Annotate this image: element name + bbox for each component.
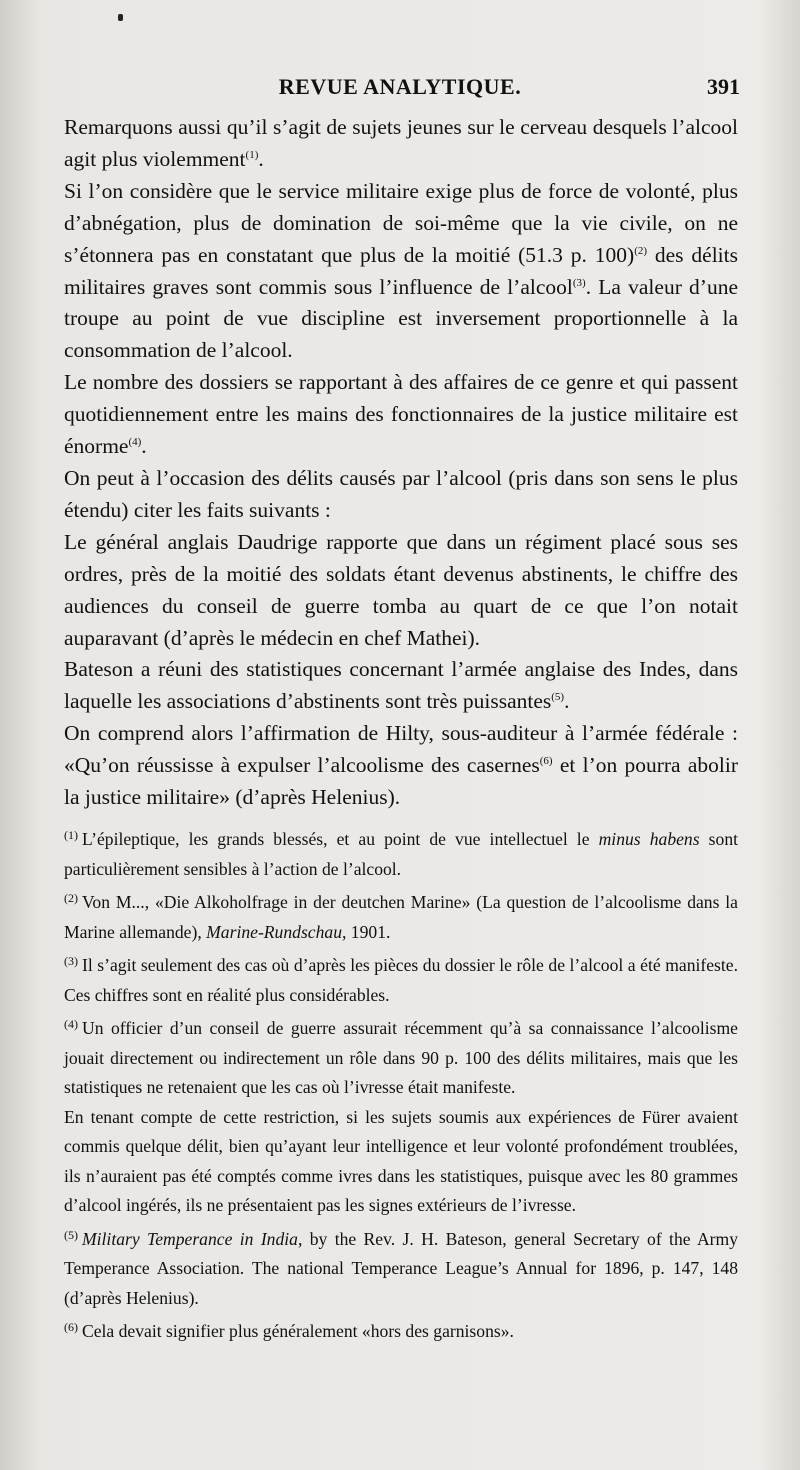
footnote-ref: (6) bbox=[539, 755, 553, 768]
footnote-text: Von M..., «Die Alkoholfrage in der deutchen Marine» (La question de l’alcoolisme dans la Marine allemande), bbox=[64, 892, 738, 942]
paragraph-text: Bateson a réuni des statistiques concernant l’armée anglaise des Indes, dans laquelle les associations d’abstinents sont très puissantes bbox=[64, 657, 738, 714]
footnote bbox=[64, 947, 738, 1010]
footnote bbox=[64, 1221, 738, 1314]
footnote-italic: Military Temperance in India bbox=[82, 1228, 298, 1249]
paragraph bbox=[64, 112, 738, 176]
paragraph-text: Le nombre des dossiers se rapportant à des affaires de ce genre et qui passent quotidiennement entre les mains des fonctionnaires de la justice militaire est énorme bbox=[64, 370, 738, 459]
paragraph-text: On comprend alors l’affirmation de Hilty, sous-auditeur à l’armée fédérale : «Qu’on réussisse à expulser l’alcoolisme des casernes bbox=[64, 721, 738, 778]
footnote-ref: (3) bbox=[572, 276, 586, 289]
footnote bbox=[64, 821, 738, 884]
footnote-mark: (2) bbox=[64, 891, 78, 905]
footnote-text: sont particulièrement sensibles à l’action de l’alcool. bbox=[64, 829, 738, 879]
running-header bbox=[60, 74, 740, 104]
paragraph-text: . bbox=[564, 689, 570, 714]
footnote-text: En tenant compte de cette restriction, si les sujets soumis aux expériences de Fürer avaient commis quelque délit, bien qu’ayant leur intelligence et leur volonté profondément troublées, ils n’auraient pas été comptés comme ivres dans les statistiques, puisque avec les 80 grammes d’alcool ingérés, ils ne présentaient pas les signes extérieurs de l’ivresse. bbox=[64, 1106, 738, 1215]
footnote bbox=[64, 1010, 738, 1103]
paragraph bbox=[64, 654, 738, 718]
paragraph-text: Le général anglais Daudrige rapporte que dans un régiment placé sous ses ordres, près de la moitié des soldats étant devenus abstinents, le chiffre des audiences du conseil de guerre tomba au quart de ce que l’on notait auparavant (d’après le médecin en chef Mathei). bbox=[64, 529, 738, 650]
footnote-mark: (5) bbox=[64, 1227, 78, 1242]
footnote-ref: (5) bbox=[551, 691, 565, 704]
paragraph-text: On peut à l’occasion des délits causés par l’alcool (pris dans son sens le plus étendu) citer les faits suivants : bbox=[64, 465, 738, 522]
footnote-mark: (1) bbox=[64, 828, 78, 842]
footnote bbox=[64, 1313, 738, 1347]
footnote-mark: (3) bbox=[64, 954, 78, 968]
paragraph bbox=[64, 718, 738, 814]
footnote-text: Un officier d’un conseil de guerre assurait récemment qu’à sa connaissance l’alcoolisme jouait directement ou indirectement un rôle dans 90 p. 100 des délits militaires, mais que les statistiques ne retenaient que les cas où l’ivresse était manifeste. bbox=[64, 1018, 738, 1097]
footnote-italic: Marine-Rundschau bbox=[206, 921, 342, 942]
paragraph-text: . La valeur d’une troupe au point de vue discipline est inversement proportionnelle à la consommation de l’alcool. bbox=[64, 274, 738, 363]
footnote-ref: (4) bbox=[128, 436, 142, 449]
footnote-ref: (2) bbox=[634, 244, 648, 257]
paragraph bbox=[64, 463, 738, 527]
footnote-text: , by the Rev. J. H. Bateson, general Secretary of the Army Temperance Association. The national Temperance League’s Annual for 1896, p. 147, 148 (d’après Helenius). bbox=[64, 1228, 738, 1308]
paragraph bbox=[64, 527, 738, 655]
running-title: REVUE ANALYTIQUE. bbox=[278, 74, 522, 99]
footnote-mark: (4) bbox=[64, 1017, 78, 1031]
ink-speck bbox=[118, 14, 123, 21]
footnote-text: Il s’agit seulement des cas où d’après les pièces du dossier le rôle de l’alcool a été manifeste. Ces chiffres sont en réalité plus considérables. bbox=[64, 955, 738, 1005]
paragraph-text: . bbox=[258, 146, 264, 171]
paragraph-text: Remarquons aussi qu’il s’agit de sujets jeunes sur le cerveau desquels l’alcool agit plus violemment bbox=[64, 115, 738, 171]
footnote-text: Cela devait signifier plus généralement «hors des garnisons». bbox=[82, 1321, 514, 1341]
paragraph bbox=[64, 176, 738, 367]
footnote bbox=[64, 884, 738, 947]
paragraph-text: . bbox=[141, 434, 147, 459]
footnote-continuation bbox=[64, 1103, 738, 1221]
footnotes bbox=[64, 821, 738, 1347]
footnote-italic: minus habens bbox=[598, 829, 700, 849]
footnote-text: , 1901. bbox=[342, 921, 391, 942]
paragraph-text: Si l’on considère que le service militaire exige plus de force de volonté, plus d’abnégation, plus de domination de soi-même que la vie civile, on ne s’étonnera pas en constatant que plus de la moitié (51.3 p. 100) bbox=[64, 178, 738, 267]
footnote-ref: (1) bbox=[245, 148, 259, 161]
main-text bbox=[64, 112, 738, 814]
footnote-mark: (6) bbox=[64, 1320, 78, 1334]
paragraph bbox=[64, 367, 738, 463]
paragraph-text: des délits militaires graves sont commis sous l’influence de l’alcool bbox=[64, 242, 738, 299]
paragraph-text: et l’on pourra abolir la justice militaire» (d’après Helenius). bbox=[64, 753, 738, 810]
page-number: 391 bbox=[707, 74, 740, 99]
footnote-text: L’épileptique, les grands blessés, et au point de vue intellectuel le bbox=[82, 829, 599, 849]
